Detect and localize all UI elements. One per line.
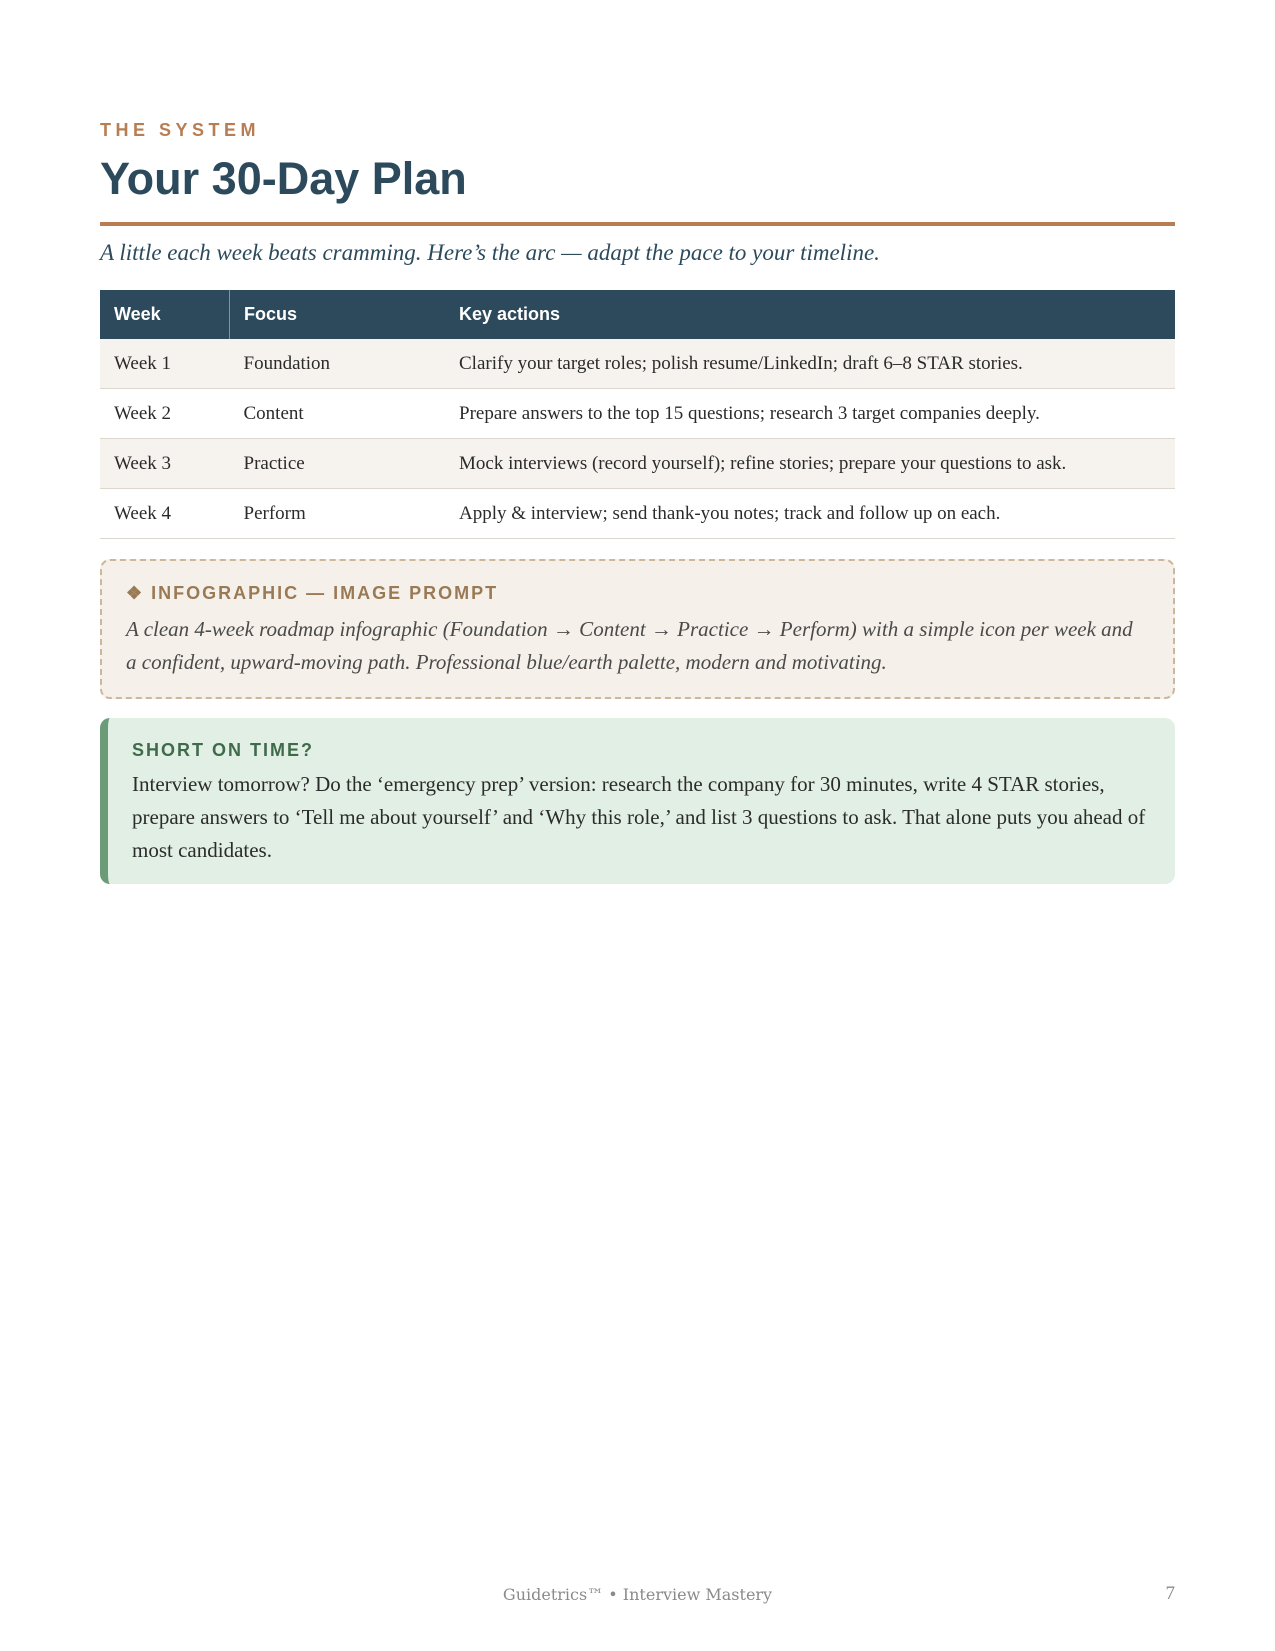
week-cell: Week 3 — [100, 439, 230, 489]
table-header-row — [100, 290, 1175, 339]
image-prompt-label: ❖ INFOGRAPHIC — IMAGE PROMPT — [126, 583, 499, 603]
column-header-key-actions: Key actions — [445, 290, 1175, 339]
column-header-week: Week — [100, 290, 230, 339]
page-lede: A little each week beats cramming. Here’s the arc — adapt the pace to your timeline. — [100, 240, 880, 265]
table-row — [100, 439, 1175, 489]
week-cell: Week 2 — [100, 389, 230, 439]
focus-cell: Practice — [230, 439, 446, 489]
plan-table — [100, 290, 1175, 539]
actions-cell: Mock interviews (record yourself); refine stories; prepare your questions to ask. — [445, 439, 1175, 489]
focus-cell: Perform — [230, 489, 446, 539]
image-prompt-box — [100, 559, 1175, 699]
actions-cell: Clarify your target roles; polish resume/LinkedIn; draft 6–8 STAR stories. — [445, 339, 1175, 389]
image-prompt-text: A clean 4-week roadmap infographic (Foundation → Content → Practice → Perform) with a simple icon per week and a confident, upward-moving path. Professional blue/earth palette, modern and motivating. — [126, 617, 1133, 674]
short-on-time-callout — [100, 718, 1175, 884]
page-title: Your 30-Day Plan — [100, 153, 467, 204]
table-row — [100, 339, 1175, 389]
section-eyebrow: THE SYSTEM — [100, 120, 261, 140]
week-cell: Week 1 — [100, 339, 230, 389]
focus-cell: Foundation — [230, 339, 446, 389]
footer-brand: Guidetrics™ • Interview Mastery — [502, 1585, 773, 1604]
column-header-focus: Focus — [230, 290, 446, 339]
table-row — [100, 389, 1175, 439]
focus-cell: Content — [230, 389, 446, 439]
week-cell: Week 4 — [100, 489, 230, 539]
callout-label: SHORT ON TIME? — [132, 740, 314, 760]
callout-text: Interview tomorrow? Do the ‘emergency prep’ version: research the company for 30 minutes, write 4 STAR stories, prepare answers to ‘Tell me about yourself’ and ‘Why this role,’ and list 3 questions to ask. That alone puts you ahead of most candidates. — [132, 772, 1146, 862]
table-row — [100, 489, 1175, 539]
actions-cell: Apply & interview; send thank-you notes; track and follow up on each. — [445, 489, 1175, 539]
page-number: 7 — [1165, 1583, 1175, 1604]
title-divider — [100, 222, 1175, 226]
actions-cell: Prepare answers to the top 15 questions; research 3 target companies deeply. — [445, 389, 1175, 439]
